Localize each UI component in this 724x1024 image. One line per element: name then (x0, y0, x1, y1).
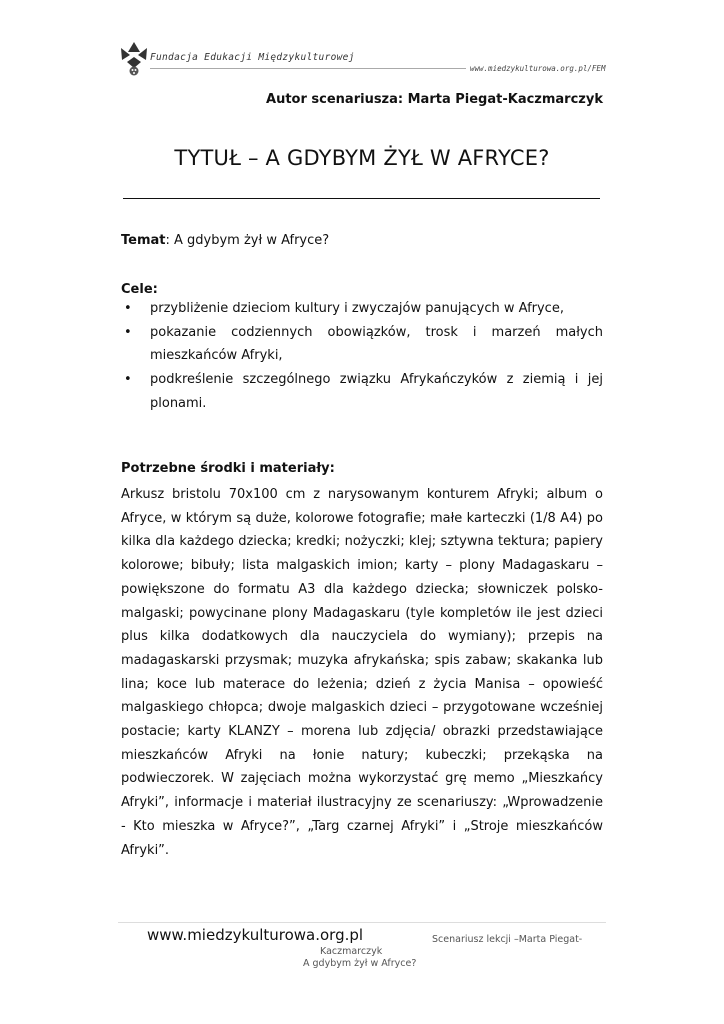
list-item: • podkreślenie szczególnego związku Afrykańczyków z ziemią i jej plonami. (121, 368, 603, 415)
organization-name: Fundacja Edukacji Międzykulturowej (150, 52, 355, 63)
topic-label: Temat (121, 233, 166, 248)
materials-paragraph: Arkusz bristolu 70x100 cm z narysowanym konturem Afryki; album o Afryce, w którym są duże, kolorowe fotografie; małe karteczki (1/8 A4) po kilka dla każdego dziecka; kredki; nożyczki; klej; sztywna tektura; papiery kolorowe; bibuły; lista malgaskich imion; karty – plony Madagaskaru – powiększone do formatu A3 dla każdego dziecka; słowniczek polsko-malgaski; powycinane plony Madagaskaru (tyle kompletów ile jest dzieci plus kilka dodatkowych dla nauczyciela do wymiany); przepis na madagaskarski przysmak; muzyka afrykańska; spis zabaw; skakanka lub lina; koce lub materace do leżenia; dzień z życia Manisa – opowieść malgaskiego chłopca; dwoje malgaskich dzieci – przygotowane wcześniej postacie; karty KLANZY – morena lub zdjęcia/ obrazki przedstawiające mieszkańców Afryki na łonie natury; kubeczki; przekąska na podwieczorek. W zajęciach można wykorzystać grę memo „Mieszkańcy Afryki”, informacje i materiał ilustracyjny ze scenariuszy: „Wprowadzenie - Kto mieszka w Afryce?”, „Targ czarnej Afryki” i „Stroje mieszkańców Afryki”. (121, 487, 603, 858)
goals-heading: Cele: (121, 282, 158, 297)
footer-note-line: Kaczmarczyk (320, 946, 383, 957)
document-title: TYTUŁ – A GDYBYM ŻYŁ W AFRYCE? (174, 146, 550, 170)
list-item: • pokazanie codziennych obowiązków, trosk i marzeń małych mieszkańców Afryki, (121, 321, 603, 368)
footer-url[interactable]: www.miedzykulturowa.org.pl (147, 926, 364, 944)
foundation-logo (118, 38, 150, 78)
materials-heading: Potrzebne środki i materiały: (121, 461, 335, 476)
footer-note-line: Scenariusz lekcji –Marta Piegat- (432, 934, 583, 945)
footer-note-line: A gdybym żył w Afryce? (303, 958, 417, 969)
title-underline (123, 198, 600, 199)
header-url[interactable]: www.miedzykulturowa.org.pl/FEM (470, 64, 606, 73)
list-item: • przybliżenie dzieciom kultury i zwyczajów panujących w Afryce, (121, 297, 603, 321)
footer-divider (118, 922, 606, 923)
topic-line (121, 229, 603, 253)
header-divider (150, 68, 466, 69)
goals-list (121, 297, 603, 416)
topic-value: : A gdybym żył w Afryce? (165, 233, 330, 248)
author-line: Autor scenariusza: Marta Piegat-Kaczmarczyk (266, 92, 603, 107)
